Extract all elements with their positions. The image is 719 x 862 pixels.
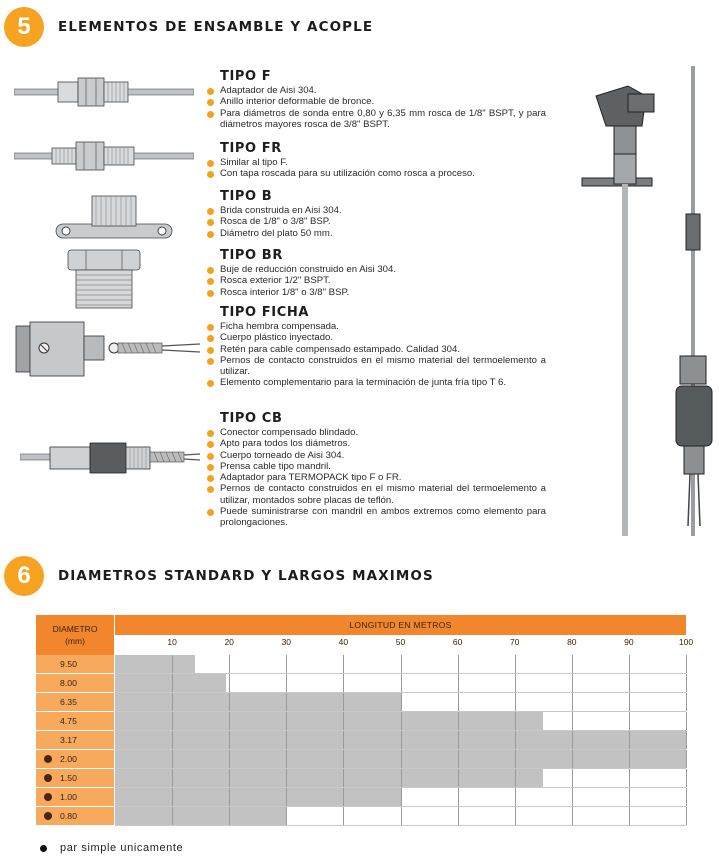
diameter-cell xyxy=(36,655,114,674)
tipo-br-line: Buje de reducción construido en Aisi 304. xyxy=(206,264,546,275)
grid-line xyxy=(286,769,287,787)
tipo-ficha-line: Retén para cable compensado estampado. Calidad 304. xyxy=(206,344,546,355)
diameter-value: 1.50 xyxy=(60,773,77,783)
grid-line xyxy=(401,807,402,825)
grid-line xyxy=(401,731,402,749)
x-tick-label: 20 xyxy=(224,637,234,647)
tipo-b-title: TIPO B xyxy=(220,189,273,204)
diameter-value: 9.50 xyxy=(60,659,77,669)
table-row xyxy=(36,788,686,807)
max-length-bar xyxy=(115,769,543,787)
grid-line xyxy=(401,655,402,673)
tipo-cb-line: Puede suministrarse con mandril en ambos extremos como elemento para prolongaciones. xyxy=(206,506,546,529)
table-row xyxy=(36,655,686,674)
section-5-number: 5 xyxy=(4,7,44,47)
length-grid xyxy=(115,769,686,788)
table-row xyxy=(36,712,686,731)
grid-line xyxy=(286,655,287,673)
grid-line xyxy=(401,712,402,730)
grid-line xyxy=(343,655,344,673)
diameter-value: 0.80 xyxy=(60,811,77,821)
grid-line xyxy=(286,693,287,711)
tipo-cb-illustration xyxy=(20,437,200,481)
legend xyxy=(40,842,183,854)
table-row xyxy=(36,731,686,750)
grid-line xyxy=(172,769,173,787)
tipo-cb-line: Prensa cable tipo mandril. xyxy=(206,461,546,472)
grid-line xyxy=(686,712,687,730)
grid-line xyxy=(515,807,516,825)
grid-line xyxy=(515,750,516,768)
grid-line xyxy=(343,674,344,692)
diameter-header-line: (mm) xyxy=(65,636,85,646)
section-5-title: ELEMENTOS DE ENSAMBLE Y ACOPLE xyxy=(58,19,374,35)
diameter-cell xyxy=(36,769,114,788)
x-tick-label: 100 xyxy=(678,637,694,647)
grid-line xyxy=(458,807,459,825)
x-tick-label: 90 xyxy=(624,637,634,647)
length-grid xyxy=(115,674,686,693)
grid-line xyxy=(343,712,344,730)
legend-text: par simple unicamente xyxy=(60,842,184,854)
table-row xyxy=(36,807,686,826)
tipo-b-line: Brida construida en Aisi 304. xyxy=(206,205,546,216)
grid-line xyxy=(629,693,630,711)
grid-line xyxy=(572,655,573,673)
grid-line xyxy=(172,750,173,768)
grid-line xyxy=(629,769,630,787)
grid-line xyxy=(458,674,459,692)
grid-line xyxy=(343,769,344,787)
diameter-value: 6.35 xyxy=(60,697,77,707)
grid-line xyxy=(458,750,459,768)
grid-line xyxy=(229,731,230,749)
tipo-br-line: Rosca interior 1/8" o 3/8" BSP. xyxy=(206,287,546,298)
assembled-thermocouple-illustration xyxy=(576,66,716,536)
grid-line xyxy=(629,807,630,825)
x-tick-label: 60 xyxy=(452,637,463,647)
grid-line xyxy=(343,693,344,711)
tipo-fr-title: TIPO FR xyxy=(220,141,282,156)
tipo-f-line: Para diámetros de sonda entre 0,80 y 6,35 mm rosca de 1/8" BSPT, y para diámetros mayores rosca de 3/8" BSPT. xyxy=(206,108,546,131)
length-grid xyxy=(115,750,686,769)
grid-line xyxy=(629,712,630,730)
tipo-b-line: Rosca de 1/8" o 3/8" BSP. xyxy=(206,216,546,227)
tipo-br-block xyxy=(206,249,546,298)
grid-line xyxy=(458,769,459,787)
grid-line xyxy=(401,769,402,787)
grid-line xyxy=(572,712,573,730)
tipo-cb-line: Pernos de contacto construidos en el mismo material del termoelemento a utilizar, montados sobre placas de teflón. xyxy=(206,483,546,506)
tipo-f-title: TIPO F xyxy=(220,69,272,84)
x-tick-label: 30 xyxy=(281,637,292,647)
tipo-ficha-block xyxy=(206,306,546,389)
tipo-fr-block xyxy=(206,142,546,180)
length-grid xyxy=(115,693,686,712)
grid-line xyxy=(686,674,687,692)
x-tick-label: 10 xyxy=(167,637,177,647)
x-tick-label: 40 xyxy=(338,637,349,647)
grid-line xyxy=(629,674,630,692)
tipo-fr-line: Con tapa roscada para su utilización como rosca a proceso. xyxy=(206,168,546,179)
grid-line xyxy=(286,674,287,692)
length-grid xyxy=(115,807,686,826)
tipo-f-block xyxy=(206,70,546,130)
diameter-value: 1.00 xyxy=(60,792,77,802)
grid-line xyxy=(629,750,630,768)
table-row xyxy=(36,674,686,693)
grid-line xyxy=(343,750,344,768)
grid-line xyxy=(572,769,573,787)
grid-line xyxy=(629,788,630,806)
tipo-ficha-line: Ficha hembra compensada. xyxy=(206,321,546,332)
grid-line xyxy=(686,769,687,787)
grid-line xyxy=(686,788,687,806)
length-grid xyxy=(115,712,686,731)
diameter-cell xyxy=(36,807,114,826)
length-axis xyxy=(115,635,694,655)
section-6-number: 6 xyxy=(4,556,44,596)
tipo-cb-line: Cuerpo torneado de Aisi 304. xyxy=(206,450,546,461)
diameter-value: 3.17 xyxy=(60,735,77,745)
section-5-header xyxy=(4,7,373,47)
grid-line xyxy=(343,788,344,806)
grid-line xyxy=(515,655,516,673)
grid-line xyxy=(686,693,687,711)
table-row xyxy=(36,769,686,788)
tipo-fr-illustration xyxy=(14,138,194,174)
grid-line xyxy=(458,712,459,730)
tipo-ficha-line: Cuerpo plástico inyectado. xyxy=(206,332,546,343)
grid-line xyxy=(515,731,516,749)
grid-line xyxy=(629,731,630,749)
table-row xyxy=(36,693,686,712)
pair-simple-dot xyxy=(44,755,52,763)
tipo-cb-line: Conector compensado blindado. xyxy=(206,427,546,438)
grid-line xyxy=(286,807,287,825)
tipo-f-illustration xyxy=(14,72,194,112)
grid-line xyxy=(515,674,516,692)
grid-line xyxy=(686,655,687,673)
grid-line xyxy=(343,807,344,825)
grid-line xyxy=(229,750,230,768)
section-6-header xyxy=(4,556,434,596)
tipo-br-title: TIPO BR xyxy=(220,248,283,263)
max-length-bar xyxy=(115,655,195,673)
grid-line xyxy=(172,788,173,806)
grid-line xyxy=(515,712,516,730)
grid-line xyxy=(229,674,230,692)
pair-simple-dot xyxy=(44,774,52,782)
grid-line xyxy=(172,655,173,673)
pair-simple-dot xyxy=(44,793,52,801)
grid-line xyxy=(686,750,687,768)
tipo-f-line: Adaptador de Aisi 304. xyxy=(206,85,546,96)
grid-line xyxy=(172,693,173,711)
grid-line xyxy=(572,731,573,749)
legend-dot xyxy=(40,845,47,852)
diameter-cell xyxy=(36,712,114,731)
pair-simple-dot xyxy=(44,812,52,820)
diameter-cell xyxy=(36,693,114,712)
tipo-b-line: Diámetro del plato 50 mm. xyxy=(206,228,546,239)
grid-line xyxy=(458,693,459,711)
diameter-cell xyxy=(36,750,114,769)
grid-line xyxy=(401,750,402,768)
grid-line xyxy=(229,807,230,825)
grid-line xyxy=(686,807,687,825)
grid-line xyxy=(343,731,344,749)
grid-line xyxy=(629,655,630,673)
diameter-cell xyxy=(36,674,114,693)
length-grid xyxy=(115,731,686,750)
diameter-value: 2.00 xyxy=(60,754,77,764)
grid-line xyxy=(572,788,573,806)
grid-line xyxy=(458,655,459,673)
grid-line xyxy=(572,674,573,692)
max-length-bar xyxy=(115,788,401,806)
grid-line xyxy=(686,731,687,749)
tipo-br-illustration xyxy=(64,248,144,310)
grid-line xyxy=(515,788,516,806)
tipo-cb-title: TIPO CB xyxy=(220,411,283,426)
section-6-title: DIAMETROS STANDARD Y LARGOS MAXIMOS xyxy=(58,568,434,584)
tipo-ficha-line: Elemento complementario para la terminación de junta fría tipo T 6. xyxy=(206,377,546,388)
diameter-value: 4.75 xyxy=(60,716,77,726)
length-grid xyxy=(115,788,686,807)
grid-line xyxy=(401,788,402,806)
grid-line xyxy=(229,788,230,806)
tipo-ficha-title: TIPO FICHA xyxy=(220,305,310,320)
grid-line xyxy=(229,712,230,730)
grid-line xyxy=(515,769,516,787)
grid-line xyxy=(229,693,230,711)
diameter-header xyxy=(36,615,115,655)
grid-line xyxy=(172,712,173,730)
length-header xyxy=(115,615,686,635)
grid-line xyxy=(401,693,402,711)
max-length-bar xyxy=(115,693,401,711)
grid-line xyxy=(572,807,573,825)
tipo-cb-block xyxy=(206,412,546,529)
tipo-fr-line: Similar al tipo F. xyxy=(206,157,546,168)
diameter-header-line: DIAMETRO xyxy=(52,624,98,634)
grid-line xyxy=(458,731,459,749)
tipo-ficha-line: Pernos de contacto construidos en el mismo material del termoelemento a utilizar. xyxy=(206,355,546,378)
grid-line xyxy=(572,693,573,711)
length-grid xyxy=(115,655,686,674)
grid-line xyxy=(515,693,516,711)
diameter-cell xyxy=(36,731,114,750)
tipo-cb-line: Apto para todos los diámetros. xyxy=(206,438,546,449)
x-tick-label: 80 xyxy=(567,637,577,647)
max-length-bar xyxy=(115,712,543,730)
x-tick-label: 50 xyxy=(395,637,406,647)
tipo-cb-line: Adaptador para TERMOPACK tipo F o FR. xyxy=(206,472,546,483)
x-tick-label: 70 xyxy=(509,637,520,647)
grid-line xyxy=(229,769,230,787)
grid-line xyxy=(286,731,287,749)
max-length-bar xyxy=(115,807,286,825)
grid-line xyxy=(172,807,173,825)
grid-line xyxy=(172,674,173,692)
diameter-length-table xyxy=(36,615,694,827)
diameter-cell xyxy=(36,788,114,807)
grid-line xyxy=(172,731,173,749)
max-length-bar xyxy=(115,674,226,692)
grid-line xyxy=(401,674,402,692)
grid-line xyxy=(229,655,230,673)
length-header-label: LONGITUD EN METROS xyxy=(349,620,452,630)
tipo-b-illustration xyxy=(54,192,174,244)
grid-line xyxy=(286,712,287,730)
grid-line xyxy=(458,788,459,806)
grid-line xyxy=(572,750,573,768)
tipo-b-block xyxy=(206,190,546,239)
tipo-f-line: Anillo interior deformable de bronce. xyxy=(206,96,546,107)
tipo-br-line: Rosca exterior 1/2" BSPT. xyxy=(206,275,546,286)
table-row xyxy=(36,750,686,769)
grid-line xyxy=(286,788,287,806)
tipo-ficha-illustration xyxy=(14,318,204,380)
diameter-value: 8.00 xyxy=(60,678,77,688)
grid-line xyxy=(286,750,287,768)
